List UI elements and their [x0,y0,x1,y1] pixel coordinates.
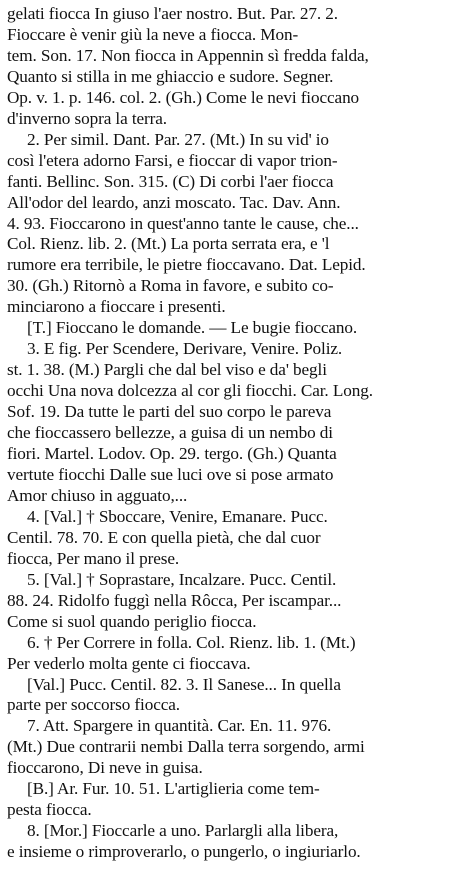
sense-2 [7,130,465,319]
text-line: Sof. 19. Da tutte le parti del suo corpo le pareva [7,402,332,422]
text-line: [T.] Fioccano le domande. — Le bugie fioccano. [27,318,358,338]
note-b [7,779,465,821]
sense-4 [7,507,465,570]
text-line: All'odor del leardo, anzi moscato. Tac. Dav. Ann. [7,192,341,212]
text-line: Amor chiuso in agguato,... [7,485,188,505]
sense-6 [7,633,465,675]
text-line: parte per soccorso fiocca. [7,695,181,715]
text-line: occhi Una nova dolcezza al cor gli fiocchi. Car. Long. [7,381,373,401]
text-line: Quanto si stilla in me ghiaccio e sudore. Segner. [7,66,334,86]
text-line: Op. v. 1. p. 146. col. 2. (Gh.) Come le nevi fioccano [7,87,360,107]
text-line: st. 1. 38. (M.) Pargli che dal bel viso e da' begli [7,360,327,380]
text-line: vertute fiocchi Dalle sue luci ove si pose armato [7,464,334,484]
text-line: Fioccare è venir giù la neve a fiocca. Mon- [7,24,299,44]
text-line: 3. E fig. Per Scendere, Derivare, Venire. Poliz. [27,339,343,359]
text-line: tem. Son. 17. Non fiocca in Appennin sì fredda falda, [7,45,369,65]
text-line: fanti. Bellinc. Son. 315. (C) Di corbi l'aer fiocca [7,171,334,191]
text-line: 88. 24. Ridolfo fuggì nella Rôcca, Per iscampar... [7,590,342,610]
text-line: 4. 93. Fioccarono in quest'anno tante le cause, che... [7,213,359,233]
sense-3 [7,339,465,507]
sense-7 [7,716,465,779]
text-line: 7. Att. Spargere in quantità. Car. En. 11. 976. [27,716,332,736]
text-line: 5. [Val.] † Soprastare, Incalzare. Pucc. Centil. [27,569,337,589]
text-line: e insieme o rimproverarlo, o pungerlo, o ingiuriarlo. [7,842,361,862]
text-line: [Val.] Pucc. Centil. 82. 3. Il Sanese... In quella [27,674,341,694]
text-line: Come si suol quando periglio fiocca. [7,611,257,631]
text-line: fioccarono, Di neve in guisa. [7,758,203,778]
text-line: fiori. Martel. Lodov. Op. 29. tergo. (Gh.) Quanta [7,444,337,464]
text-line: pesta fiocca. [7,800,92,820]
text-line: 8. [Mor.] Fioccarle a uno. Parlargli alla libera, [27,821,339,841]
text-line: così l'etera adorno Farsi, e fioccar di vapor trion- [7,150,338,170]
text-line: rumore era terribile, le pietre fioccavano. Dat. Lepid. [7,255,366,275]
text-line: gelati fiocca In giuso l'aer nostro. But. Par. 27. 2. [7,4,338,23]
text-line: d'inverno sopra la terra. [7,108,167,128]
text-line: Col. Rienz. lib. 2. (Mt.) La porta serrata era, e 'l [7,234,330,254]
text-line: fiocca, Per mano il prese. [7,548,180,568]
note-tommaseo [7,318,465,339]
text-line: 6. † Per Correre in folla. Col. Rienz. lib. 1. (Mt.) [27,632,356,652]
note-val [7,675,465,717]
text-line: Centil. 78. 70. E con quella pietà, che dal cuor [7,527,321,547]
text-line: Per vederlo molta gente ci fioccava. [7,653,251,673]
text-line: 4. [Val.] † Sboccare, Venire, Emanare. Pucc. [27,506,328,526]
entry-continuation [7,4,465,130]
text-line: 30. (Gh.) Ritornò a Roma in favore, e subito co- [7,276,334,296]
sense-5 [7,570,465,633]
text-line: minciarono a fioccare i presenti. [7,297,226,317]
text-line: 2. Per simil. Dant. Par. 27. (Mt.) In su vid' io [27,129,329,149]
text-line: che fioccassero bellezze, a guisa di un nembo di [7,423,333,443]
text-line: [B.] Ar. Fur. 10. 51. L'artiglieria come tem- [27,779,320,799]
text-line: (Mt.) Due contrarii nembi Dalla terra sorgendo, armi [7,737,365,757]
sense-8 [7,821,465,863]
